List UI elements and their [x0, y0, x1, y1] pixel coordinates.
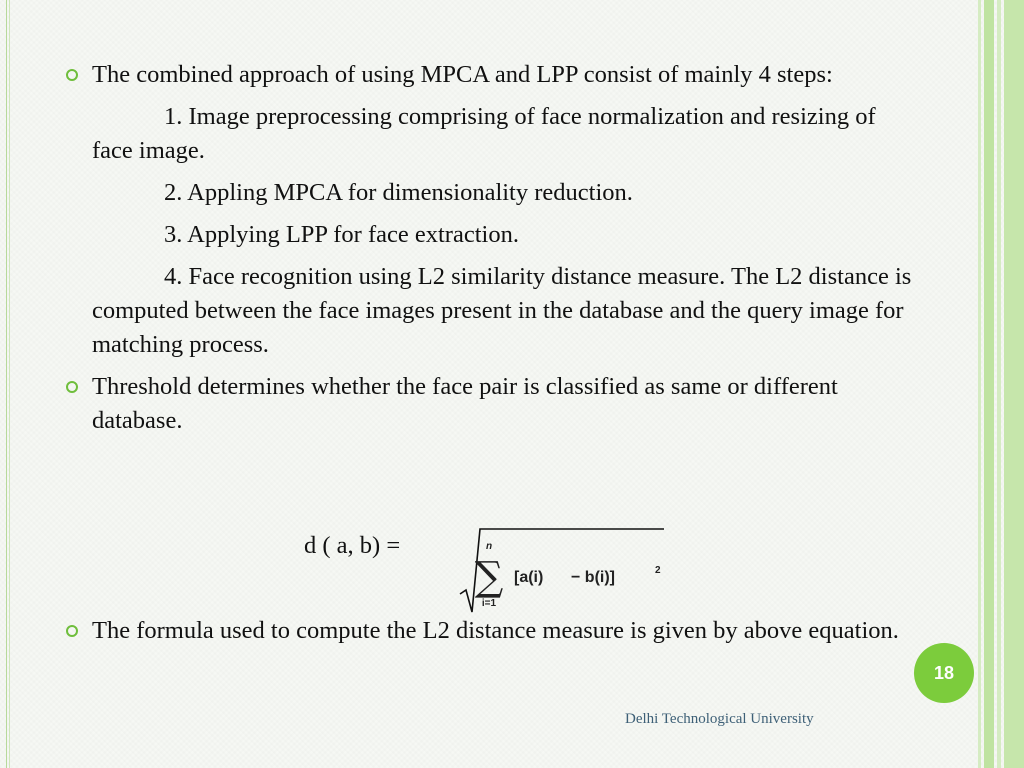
right-stripe-1: [978, 0, 981, 768]
bullet-steps: [62, 58, 922, 92]
footer-institution: Delhi Technological University: [625, 711, 814, 727]
bullet-threshold-text: Threshold determines whether the face pair is classified as same or different database.: [92, 373, 838, 434]
sum-upper-limit: n: [485, 541, 493, 552]
formula-label: d ( a, b) =: [304, 532, 401, 559]
term-a: [a(i): [514, 569, 544, 586]
bullet-threshold: [62, 370, 922, 438]
bullet-formula-note: [62, 614, 952, 648]
bullet-ring-icon: [66, 381, 78, 393]
slide-body: [62, 58, 922, 438]
sigma-icon: ∑: [474, 554, 504, 600]
right-stripe-3: [997, 0, 1001, 768]
exponent: 2: [655, 565, 661, 576]
left-border-line-inner: [9, 0, 10, 768]
step-4: 4. Face recognition using L2 similarity distance measure. The L2 distance is computed between the face images present in the database and the query image for matching process.: [92, 263, 912, 358]
step-1: 1. Image preprocessing comprising of face normalization and resizing of face image.: [92, 103, 876, 164]
step-3: 3. Applying LPP for face extraction.: [164, 221, 519, 248]
bullet-formula-note-text: The formula used to compute the L2 distance measure is given by above equation.: [92, 617, 899, 644]
term-b: − b(i)]: [571, 569, 615, 586]
step-2: 2. Appling MPCA for dimensionality reduction.: [164, 179, 633, 206]
radical-sum-formula: [458, 526, 673, 616]
bullet-steps-intro: The combined approach of using MPCA and LPP consist of mainly 4 steps:: [92, 61, 833, 88]
sum-lower-limit: i=1: [481, 598, 497, 609]
page-number-badge: 18: [914, 643, 974, 703]
bullet-ring-icon: [66, 69, 78, 81]
right-stripe-2: [984, 0, 994, 768]
left-border-line: [6, 0, 7, 768]
bullet-ring-icon: [66, 625, 78, 637]
right-stripe-4: [1004, 0, 1024, 768]
